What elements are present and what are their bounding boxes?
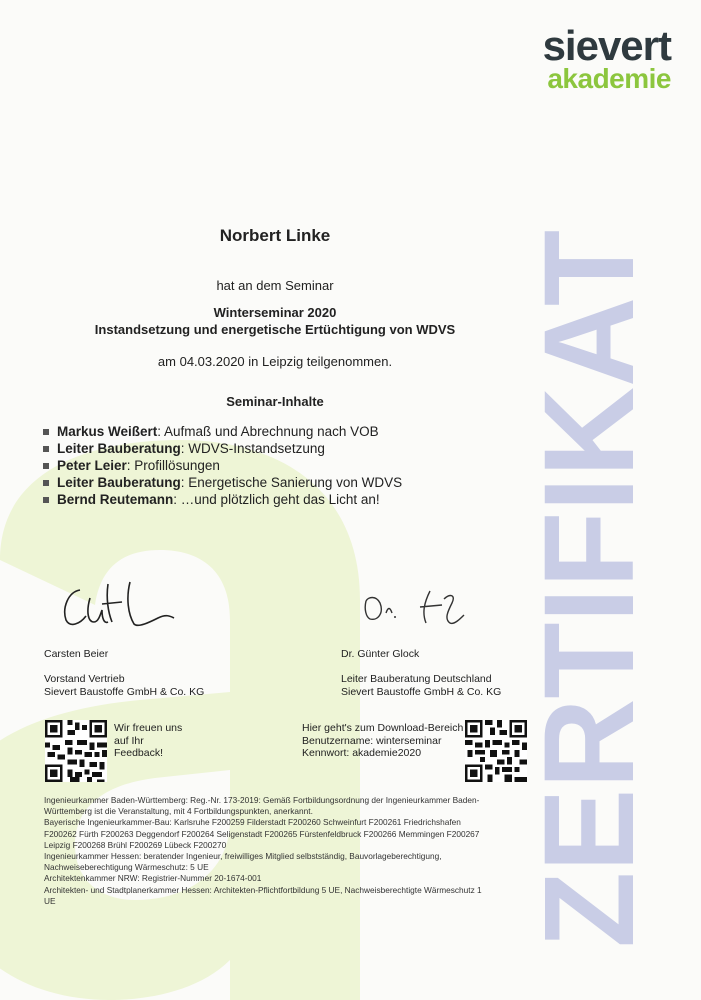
topic-text: : Aufmaß und Abrechnung nach VOB [157,424,379,439]
contents-list [43,423,402,508]
fine-print-line: Architektenkammer NRW: Registrier-Nummer 20-1674-001 [44,873,262,884]
topic-text: : …und plötzlich geht das Licht an! [173,492,380,507]
recipient-name: Norbert Linke [219,226,331,245]
zertifikat-side-title [518,210,661,948]
download-qr-code[interactable] [465,720,527,782]
fine-print-line: UE [44,895,56,906]
speaker-name: Markus Weißert [57,424,158,439]
fine-print-line: Leipzig F200268 Brühl F200269 Lübeck F200270 [44,839,227,850]
bullet-icon [43,463,49,469]
fine-print-line: Nachweiseberechtigung Wärmeschutz: 5 UE [44,862,209,873]
signatory-role: Vorstand Vertrieb [44,673,125,685]
fine-print-line: Ingenieurkammer Hessen: beratender Ingenieur, freiwilliges Mitglied selbstständig, Bauvorlageberechtigung, [44,851,442,862]
signatory-name: Dr. Günter Glock [341,648,420,660]
download-line: Benutzername: winterseminar [302,734,442,747]
list-item [43,423,402,440]
signatory-company: Sievert Baustoffe GmbH & Co. KG [44,686,205,698]
list-item [43,457,402,474]
feedback-line: Wir freuen uns [114,722,183,734]
feedback-text [114,722,182,760]
download-line: Kennwort: akademie2020 [302,747,422,759]
seminar-date-line: am 04.03.2020 in Leipzig teilgenommen. [157,354,393,369]
bullet-icon [43,497,49,503]
speaker-name: Peter Leier [57,458,127,473]
speaker-name: Leiter Bauberatung [57,475,181,490]
list-item [43,440,402,457]
bullet-icon [43,446,49,452]
fine-print-line: F200262 Fürth F200263 Deggendorf F200264 Seligenstadt F200265 Fürstenfeldbruck F200266 Memmingen F200267 [44,828,480,839]
feedback-line: Feedback! [114,747,164,759]
speaker-name: Leiter Bauberatung [57,441,181,456]
accreditation-fine-print [44,795,544,907]
signatory-role: Leiter Bauberatung Deutschland [341,673,492,685]
intro-text: hat an dem Seminar [216,278,334,293]
speaker-name: Bernd Reutemann [57,492,174,507]
signatory-right [341,648,501,699]
feedback-line: auf Ihr [114,734,144,747]
download-text [302,722,463,760]
bullet-icon [43,429,49,435]
list-item [43,474,402,491]
logo-line-2: akademie [547,62,671,94]
topic-text: : WDVS-Instandsetzung [180,441,325,456]
svg-text:ZERTIFIKAT: ZERTIFIKAT [518,210,661,948]
fine-print-line: Ingenieurkammer Baden-Württemberg: Reg.-Nr. 173-2019: Gemäß Fortbildungsordnung der Ingenieurkammer Baden- [44,795,480,805]
signatory-name: Carsten Beier [44,648,109,660]
signature-left [58,578,178,636]
signature-right [360,585,480,631]
logo-line-1: sievert [542,22,671,69]
signatory-left [44,648,204,699]
signatory-company: Sievert Baustoffe GmbH & Co. KG [341,686,502,698]
fine-print-line: Württemberg ist die Veranstaltung, mit 4 Fortbildungspunkten, anerkannt. [44,806,313,817]
fine-print-line: Architekten- und Stadtplanerkammer Hessen: Architekten-Pflichtfortbildung 5 UE, Nachweisberechtigte Wärmeschutz 1 [44,884,482,895]
topic-text: : Profillösungen [126,458,220,473]
sievert-akademie-logo [542,22,671,94]
topic-text: : Energetische Sanierung von WDVS [180,475,403,490]
seminar-subtitle: Instandsetzung und energetische Ertüchtigung von WDVS [94,322,456,337]
list-item [43,491,402,508]
bullet-icon [43,480,49,486]
seminar-title: Winterseminar 2020 [213,305,337,320]
fine-print-line: Bayerische Ingenieurkammer-Bau: Karlsruhe F200259 Filderstadt F200260 Schweinfurt F200261 Friedrichshafen [44,817,461,828]
download-line: Hier geht's zum Download-Bereich [302,722,464,734]
contents-heading: Seminar-Inhalte [226,394,324,409]
feedback-qr-code[interactable] [45,720,107,782]
